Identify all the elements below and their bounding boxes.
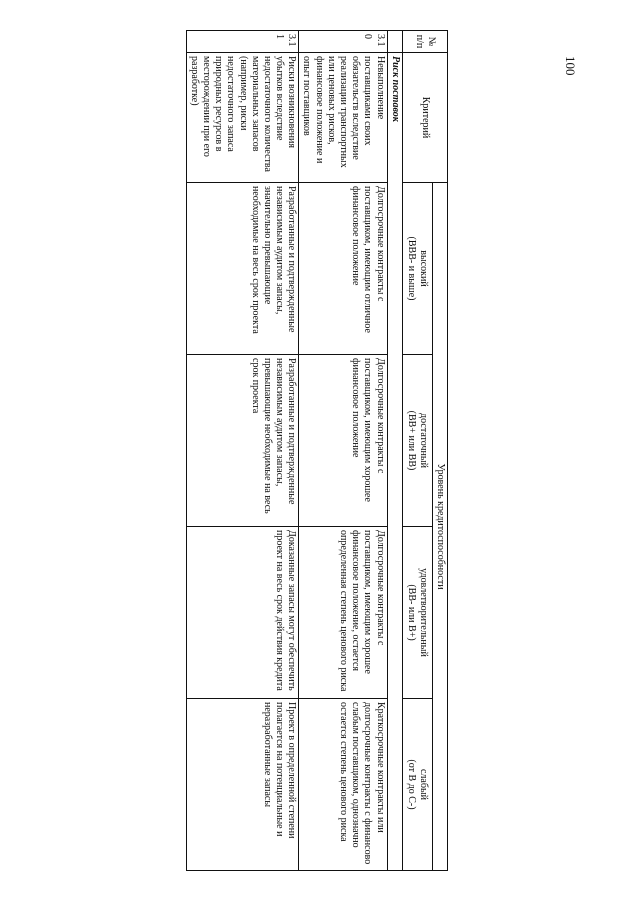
table-row — [186, 31, 299, 871]
section-num-cell — [387, 31, 402, 53]
row-criterion: Невыполнение поставщиками своих обязательств вследствие реализации транспортных или ценовых рисков, финансовое положение и опыт поставщиков — [299, 53, 387, 183]
row-cell-satisfactory: Доказанные запасы могут обеспечить проект на весь срок действия кредита — [186, 527, 299, 699]
header-level-sufficient-range: (ВВ+ или ВВ) — [406, 410, 418, 471]
header-level-group: Уровень кредитоспособности — [432, 183, 447, 871]
row-cell-sufficient: Разработанные и подтвержденные независимым аудитом запасы, превышающие необходимые на весь срок проекта — [186, 355, 299, 527]
table-wrapper — [63, 30, 448, 870]
table-row — [299, 31, 387, 871]
row-cell-high: Разработанные и подтвержденные независимым аудитом запасы, значительно превышающие необходимые на весь срок проекта — [186, 183, 299, 355]
header-level-satisfactory — [402, 527, 432, 699]
row-num: 3.10 — [299, 31, 387, 53]
header-criterion: Критерий — [402, 53, 447, 183]
section-row — [387, 31, 402, 871]
header-level-satisfactory-name: удовлетворительный — [418, 568, 430, 657]
header-level-high-range: (ВВВ- и выше) — [406, 236, 418, 301]
row-cell-high: Долгосрочные контракты с поставщиком, имеющим отличное финансовое положение — [299, 183, 387, 355]
page-number: 100 — [563, 56, 578, 76]
header-level-high-name: высокий — [418, 250, 430, 287]
row-criterion: Риски возникновения убытков вследствие недостаточного количества материальных запасов (например, риски недостаточного запаса природных ресурсов в месторождении при его разработке) — [186, 53, 299, 183]
header-row-1 — [432, 31, 447, 871]
header-level-sufficient-name: достаточный — [418, 413, 430, 468]
header-level-sufficient — [402, 355, 432, 527]
rotated-table-frame — [63, 30, 448, 870]
header-level-weak-name: слабый — [418, 768, 430, 801]
header-level-weak-range: (от В до С-) — [406, 759, 418, 810]
row-cell-sufficient: Долгосрочные контракты с поставщиком, имеющим хорошее финансовое положение — [299, 355, 387, 527]
row-cell-satisfactory: Долгосрочные контракты с поставщиком, имеющим хорошее финансовое положение, остается определенная степень ценового риска — [299, 527, 387, 699]
header-num: № п/п — [402, 31, 447, 53]
row-num: 3.11 — [186, 31, 299, 53]
row-cell-weak: Проект в определенной степени полагается на потенциальные и неразработанные запасы — [186, 699, 299, 871]
header-level-weak — [402, 699, 432, 871]
row-cell-weak: Краткосрочные контракты или долгосрочные контракты с финансово слабым поставщиком, однозначно остается степень ценового риска — [299, 699, 387, 871]
header-level-high — [402, 183, 432, 355]
section-title: Риск поставок — [387, 53, 402, 871]
creditworthiness-table — [186, 30, 448, 871]
header-level-satisfactory-range: (ВВ- или В+) — [406, 584, 418, 641]
